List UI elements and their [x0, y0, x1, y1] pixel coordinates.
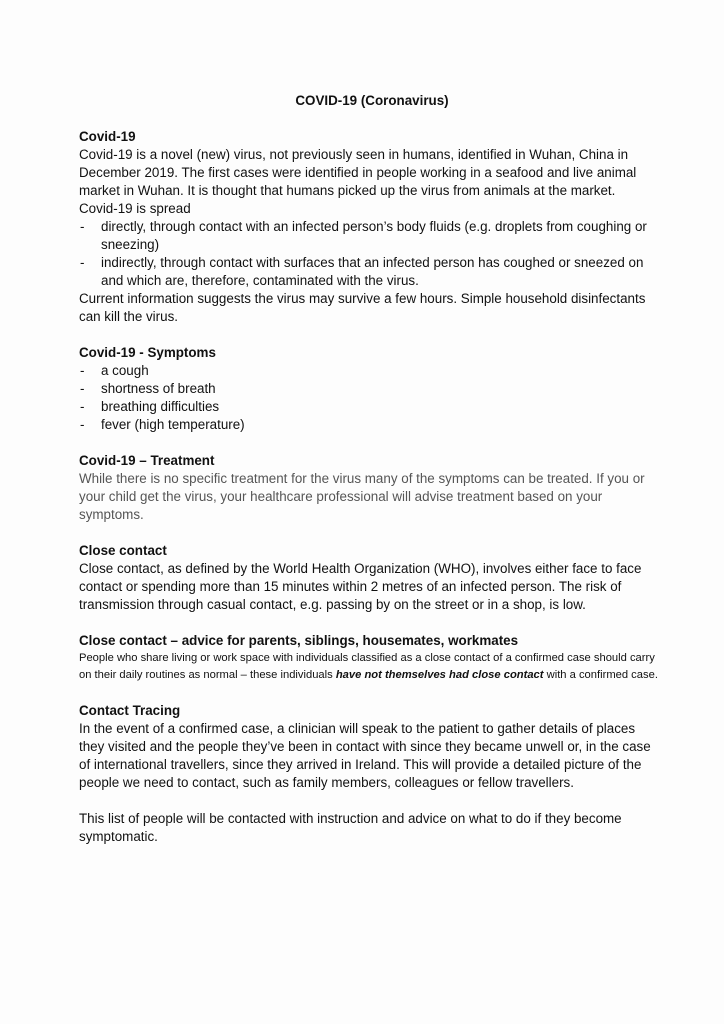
- section-heading: Covid-19: [79, 129, 136, 144]
- spread-intro: Covid-19 is spread: [79, 201, 191, 216]
- list-item: [79, 218, 659, 254]
- list-item-text: fever (high temperature): [101, 417, 245, 432]
- intro-paragraph: Covid-19 is a novel (new) virus, not previously seen in humans, identified in Wuhan, China in December 2019. The first cases were identified in people working in a seafood and live animal market in Wuhan. It is thought that humans picked up the virus from animals at the market.: [79, 147, 637, 198]
- section-close-contact-advice: [79, 632, 659, 684]
- list-item-text: directly, through contact with an infected person’s body fluids (e.g. droplets from coughing or sneezing): [101, 219, 647, 252]
- list-item: [79, 380, 659, 398]
- section-covid19: [79, 128, 659, 326]
- dash-bullet: -: [80, 219, 85, 234]
- dash-bullet: -: [80, 417, 85, 432]
- advice-text: People who share living or work space with individuals classified as a close contact of a confirmed case should carry on their daily routines as normal – these individuals: [79, 652, 655, 681]
- dash-bullet: -: [80, 399, 85, 414]
- list-item: [79, 398, 659, 416]
- dash-bullet: -: [80, 381, 85, 396]
- spread-list: [79, 218, 659, 290]
- dash-bullet: -: [80, 255, 85, 270]
- list-item-text: breathing difficulties: [101, 399, 220, 414]
- list-item: [79, 416, 659, 434]
- treatment-paragraph: While there is no specific treatment for the virus many of the symptoms can be treated. If you or your child get the virus, your healthcare professional will advise treatment based on your symptoms.: [79, 471, 645, 522]
- section-treatment: [79, 452, 659, 524]
- section-heading: Close contact: [79, 543, 167, 558]
- close-contact-advice-paragraph: [79, 650, 659, 684]
- section-close-contact: [79, 542, 659, 614]
- section-symptoms: [79, 344, 659, 434]
- list-item-text: a cough: [101, 363, 149, 378]
- contact-tracing-paragraph-2: This list of people will be contacted with instruction and advice on what to do if they become symptomatic.: [79, 811, 622, 844]
- symptoms-list: [79, 362, 659, 434]
- dash-bullet: -: [80, 363, 85, 378]
- section-heading: Covid-19 – Treatment: [79, 453, 215, 468]
- advice-emphasis: have not themselves had close contact: [335, 669, 544, 681]
- close-contact-paragraph: Close contact, as defined by the World Health Organization (WHO), involves either face to face contact or spending more than 15 minutes within 2 metres of an infected person. The risk of transmission through casual contact, e.g. passing by on the street or in a shop, is low.: [79, 561, 642, 612]
- section-heading: Close contact – advice for parents, siblings, housemates, workmates: [79, 633, 519, 648]
- contact-tracing-paragraph: In the event of a confirmed case, a clinician will speak to the patient to gather details of places they visited and the people they’ve been in contact with since they became unwell or, in the case of international travellers, since they arrived in Ireland. This will provide a detailed picture of the people we need to contact, such as family members, colleagues or fellow travellers.: [79, 721, 651, 790]
- page-title: COVID-19 (Coronavirus): [295, 93, 449, 108]
- list-item-text: shortness of breath: [101, 381, 216, 396]
- document-content: [79, 92, 659, 846]
- section-heading: Covid-19 - Symptoms: [79, 345, 216, 360]
- section-heading: Contact Tracing: [79, 703, 181, 718]
- current-info-paragraph: Current information suggests the virus may survive a few hours. Simple household disinfectants can kill the virus.: [79, 291, 646, 324]
- list-item: [79, 362, 659, 380]
- section-contact-tracing: [79, 702, 659, 846]
- list-item-text: indirectly, through contact with surfaces that an infected person has coughed or sneezed on and which are, therefore, contaminated with the virus.: [101, 255, 644, 288]
- advice-text-end: with a confirmed case.: [543, 669, 658, 681]
- list-item: [79, 254, 659, 290]
